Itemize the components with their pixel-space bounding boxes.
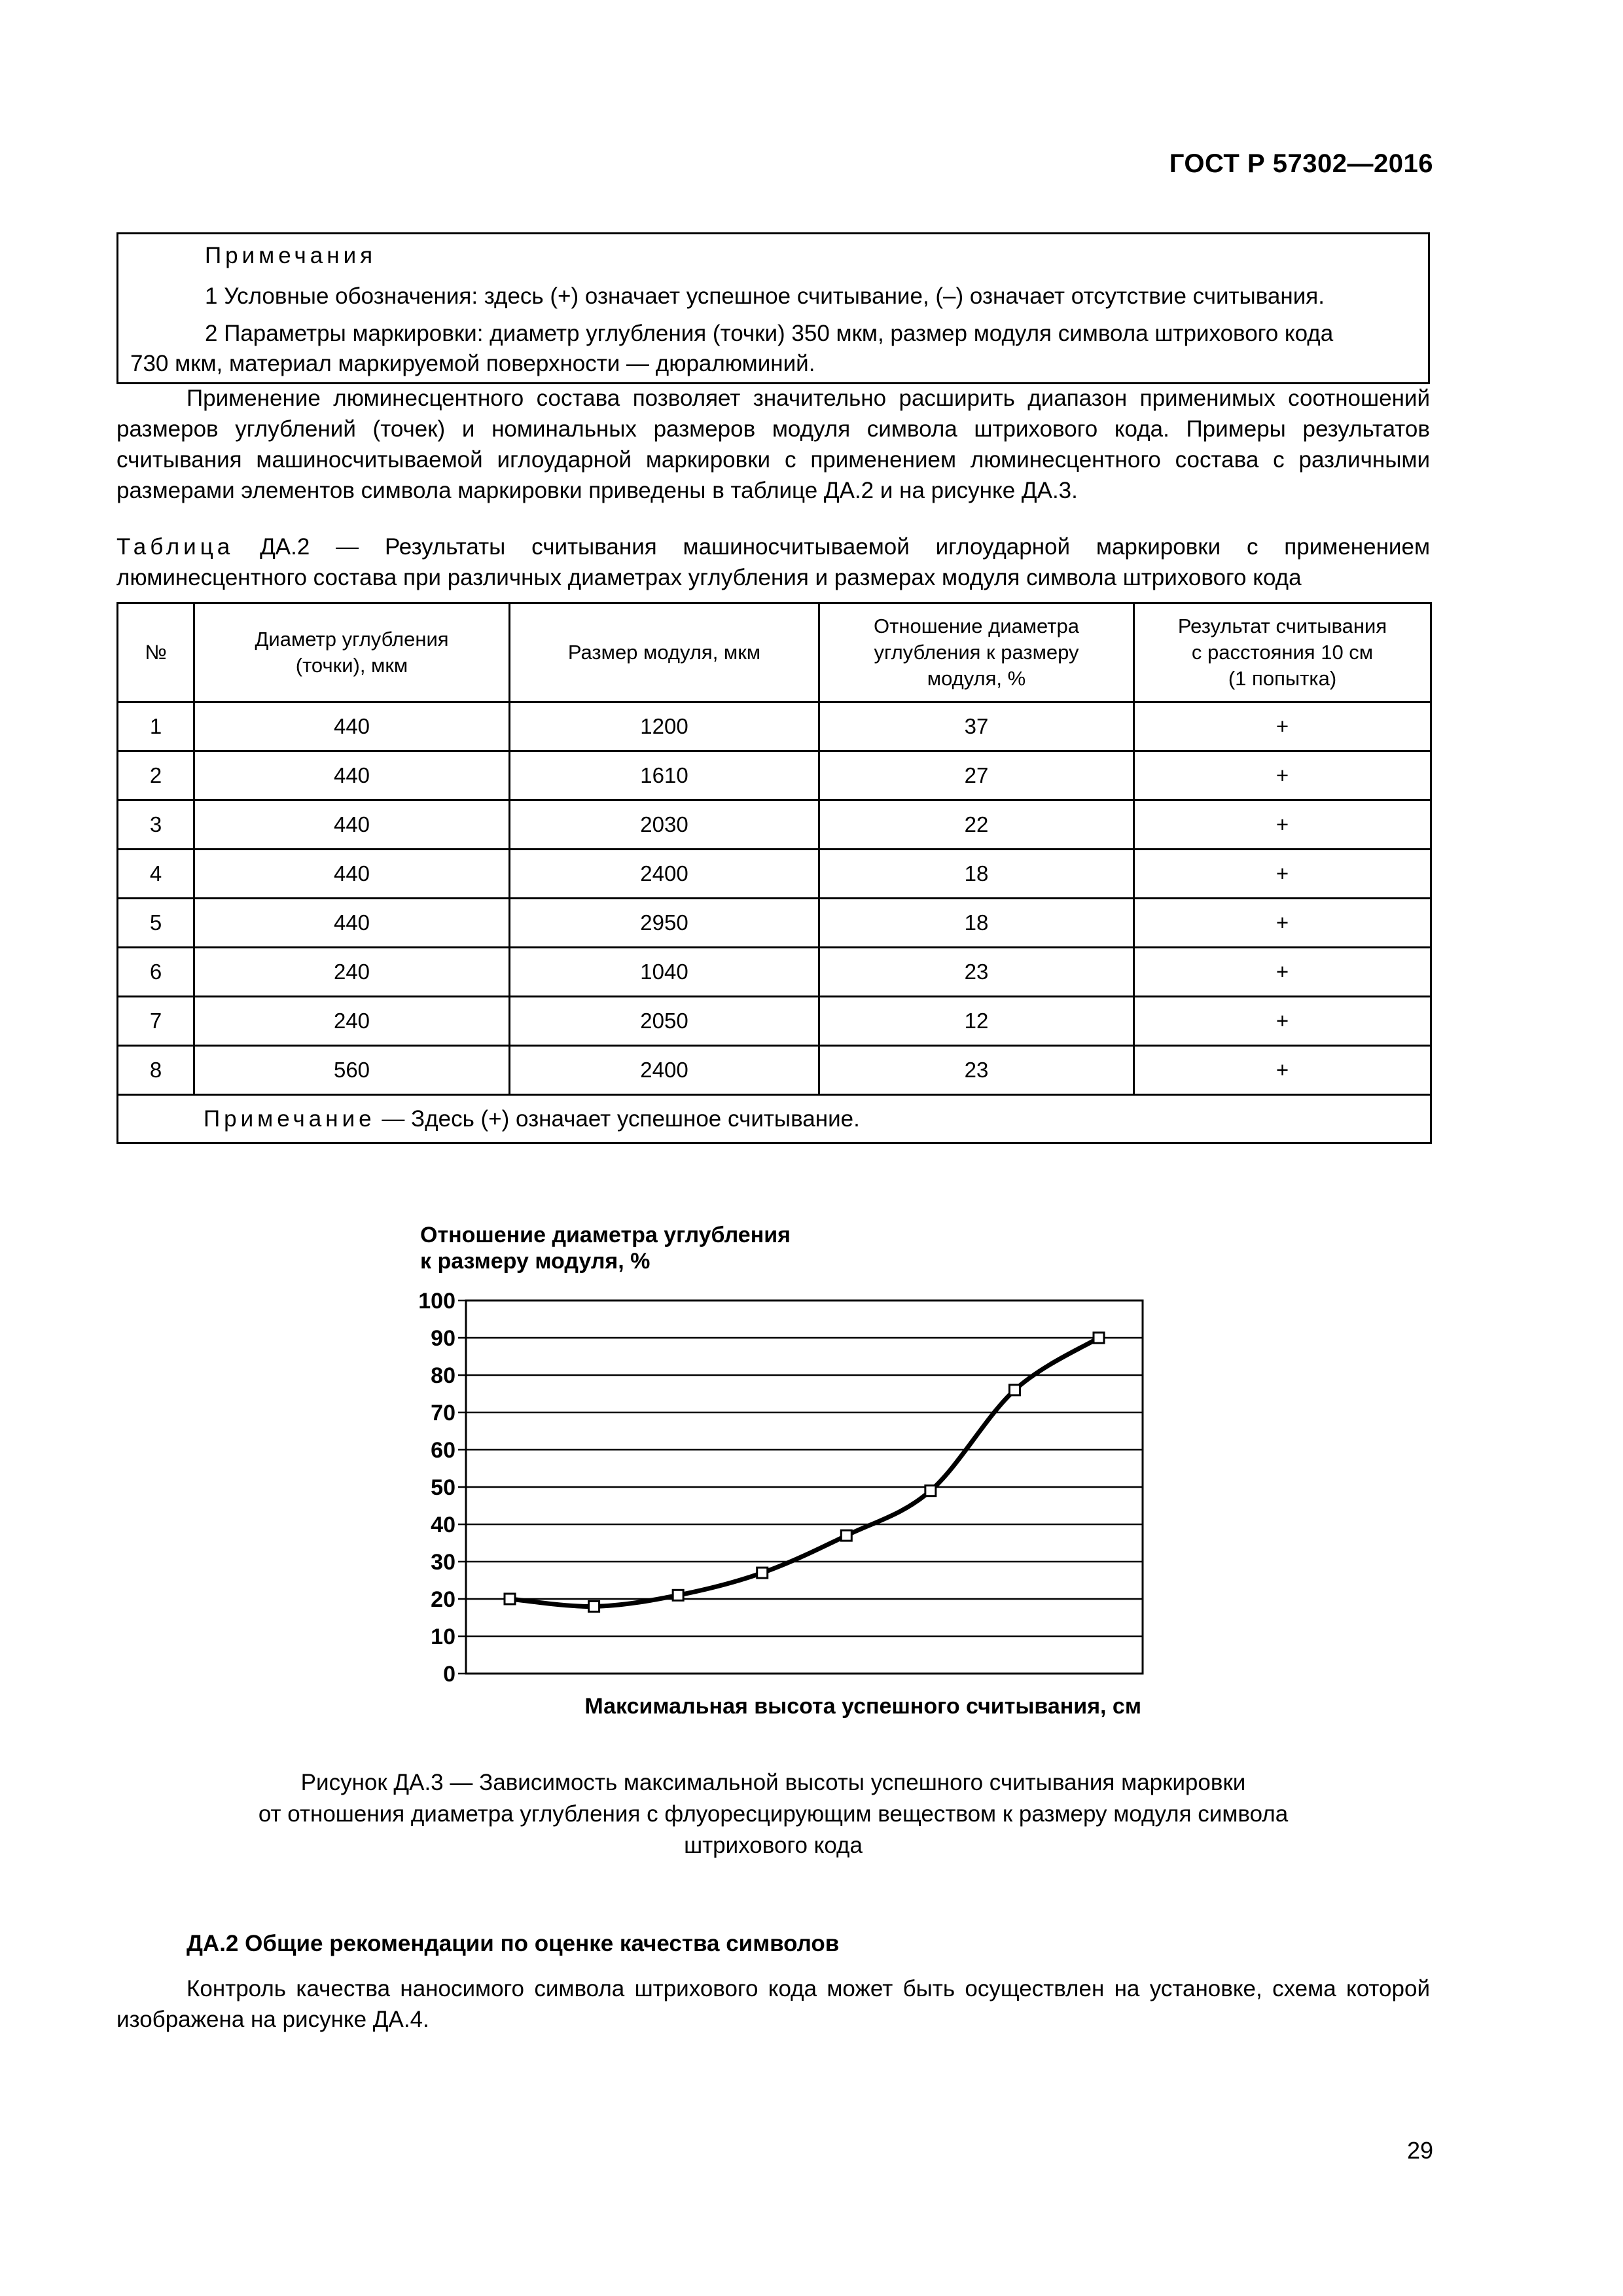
table-row: 3 440 2030 22 +: [118, 800, 1431, 850]
header-result: Результат считывания с расстояния 10 см (1 попытка): [1134, 603, 1431, 702]
intro-paragraph: Применение люминесцентного состава позволяет значительно расширить диапазон применимых соотношений размеров углублений (точек) и номинальных размеров модуля символа штрихового кода. Примеры результатов считывания машиносчитываемой иглоударной маркировки с применением люминесцентного состава с различными размерами элементов символа маркировки приведены в таблице ДА.2 и на рисунке ДА.3.: [116, 386, 1430, 503]
header-module-size: Размер модуля, мкм: [510, 603, 819, 702]
section-paragraph: Контроль качества наносимого символа штрихового кода может быть осуществлен на установке, схема которой изображена на рисунке ДА.4.: [116, 1976, 1430, 2032]
data-point: [673, 1590, 683, 1600]
figure-da3-chart: [393, 1211, 1178, 1734]
x-axis-label: Максимальная высота успешного считывания, см: [584, 1694, 1141, 1719]
note-2-line-2: 730 мкм, материал маркируемой поверхности — дюралюминий.: [130, 351, 815, 376]
table-row: 5 440 2950 18 +: [118, 899, 1431, 948]
table-header-row: [118, 603, 1431, 702]
data-point: [1009, 1385, 1020, 1395]
y-tick-labels: [418, 1289, 455, 1687]
table-note: Примечание — Здесь (+) означает успешное считывание.: [118, 1095, 1431, 1143]
header-number: №: [118, 603, 194, 702]
notes-title: Примечания: [205, 243, 377, 268]
y-tick-label: 100: [418, 1289, 455, 1314]
figure-caption-line-2: от отношения диаметра углубления с флуоресцирующим веществом к размеру модуля символа: [258, 1801, 1289, 1827]
data-point: [841, 1530, 851, 1541]
chart-svg: [393, 1211, 1178, 1734]
y-tick-label: 30: [431, 1550, 455, 1575]
y-tick-label: 10: [431, 1624, 455, 1649]
data-point: [925, 1486, 936, 1496]
table-note-row: [118, 1095, 1431, 1143]
y-tick-label: 70: [431, 1401, 455, 1426]
note-1: 1 Условные обозначения: здесь (+) означает успешное считывание, (–) означает отсутствие считывания.: [205, 283, 1325, 309]
results-table: [116, 602, 1432, 1144]
table-caption-text: ДА.2 — Результаты считывания машиносчитываемой иглоударной маркировки с применением люминесцентного состава при различных диаметрах углубления и размерах модуля символа штрихового кода: [116, 534, 1431, 590]
document-id: ГОСТ Р 57302—2016: [1169, 149, 1433, 178]
notes-box: [116, 232, 1430, 384]
y-tick-label: 80: [431, 1363, 455, 1388]
table-row: 7 240 2050 12 +: [118, 997, 1431, 1046]
y-tick-label: 20: [431, 1587, 455, 1612]
y-axis-label-line-1: Отношение диаметра углубления: [420, 1223, 791, 1247]
y-tick-label: 40: [431, 1513, 455, 1537]
table-row: 4 440 2400 18 +: [118, 850, 1431, 899]
data-point: [505, 1594, 515, 1604]
table-row: 8 560 2400 23 +: [118, 1046, 1431, 1095]
section-heading: ДА.2 Общие рекомендации по оценке качества символов: [187, 1931, 840, 1956]
figure-caption: [116, 1767, 1430, 1861]
table-row: 2 440 1610 27 +: [118, 751, 1431, 800]
page-number: 29: [1406, 2137, 1433, 2164]
table-row: 6 240 1040 23 +: [118, 948, 1431, 997]
figure-caption-line-3: штрихового кода: [684, 1833, 863, 1858]
y-tick-label: 0: [443, 1662, 455, 1687]
table-row: 1 440 1200 37 +: [118, 702, 1431, 751]
series-line: [510, 1338, 1099, 1606]
grid-lines: [458, 1300, 1143, 1674]
data-point: [1094, 1333, 1104, 1343]
y-axis-label-line-2: к размеру модуля, %: [420, 1249, 651, 1274]
header-diameter: Диаметр углубления (точки), мкм: [194, 603, 510, 702]
data-point: [589, 1601, 599, 1611]
y-tick-label: 50: [431, 1475, 455, 1500]
figure-caption-line-1: Рисунок ДА.3 — Зависимость максимальной высоты успешного считывания маркировки: [300, 1770, 1246, 1795]
table-caption: [116, 531, 1430, 593]
data-point: [757, 1568, 768, 1578]
y-tick-label: 60: [431, 1438, 455, 1463]
header-ratio: Отношение диаметра углубления к размеру модуля, %: [819, 603, 1134, 702]
note-2-line-1: 2 Параметры маркировки: диаметр углубления (точки) 350 мкм, размер модуля символа штрихового кода: [205, 321, 1334, 346]
y-tick-label: 90: [431, 1326, 455, 1351]
table-caption-prefix: Таблица: [116, 534, 234, 560]
